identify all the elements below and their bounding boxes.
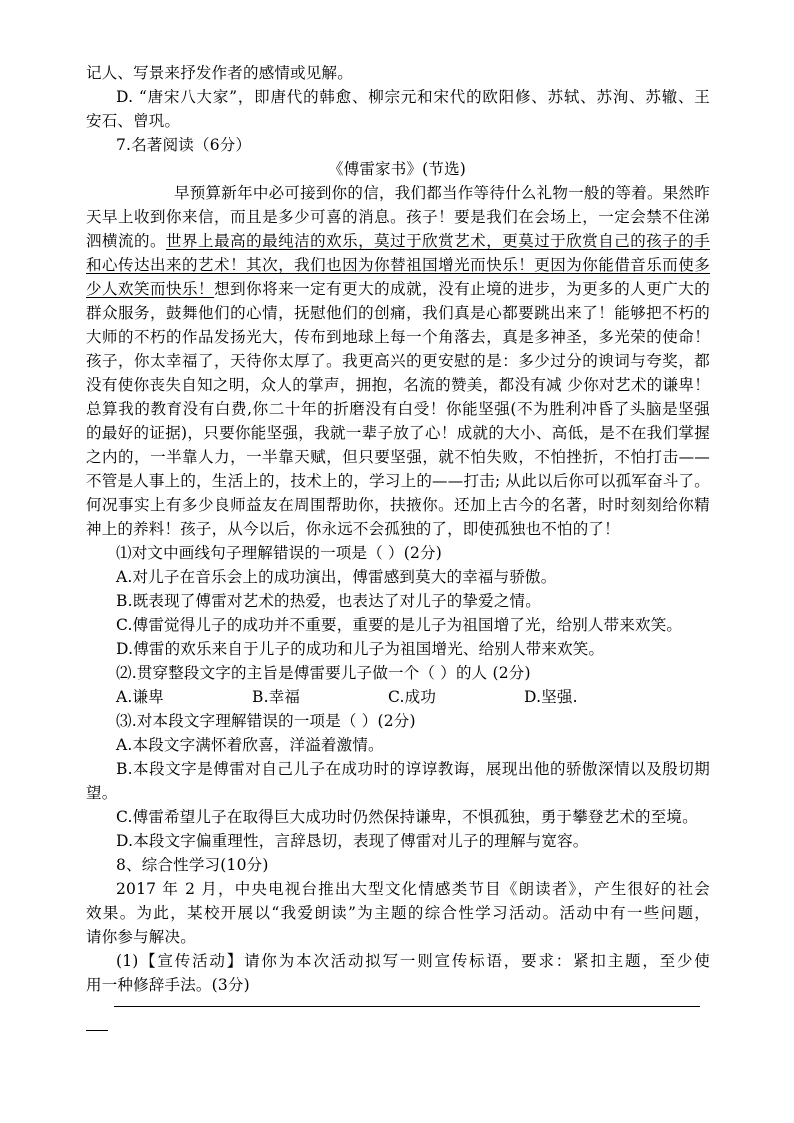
- answer-option: C.傅雷希望儿子在取得巨大成功时仍然保持谦卑，不惧孤独，勇于攀登艺术的至境。: [116, 808, 698, 826]
- passage-line: 群众服务，鼓舞他们的心情，抚慰他们的创痛，我们真是心都要跳出来了！能够把不朽的: [86, 304, 710, 322]
- answer-option: D.坚强.: [524, 688, 578, 706]
- sub-question-1-text: 用一种修辞手法。(3分): [86, 976, 250, 994]
- text-line: 安石、曾巩。: [86, 112, 181, 130]
- question-text: 2017 年 2 月，中央电视台推出大型文化情感类节目《朗读者》，产生很好的社会: [116, 880, 710, 898]
- passage-text: 泗横流的。: [86, 232, 167, 250]
- passage-line: [86, 229, 710, 253]
- answer-option: A.谦卑: [116, 688, 164, 706]
- answer-option: A.本段文字满怀着欣喜，洋溢着激情。: [116, 736, 384, 754]
- passage-line: 总算我的教育没有白费,你二十年的折磨没有白受！你能坚强(不为胜利冲昏了头脑是坚强: [86, 400, 710, 418]
- underlined-sentence: 少人欢笑而快乐！: [86, 280, 215, 298]
- passage-line: 天早上收到你来信，而且是多少可喜的消息。孩子！要是我们在会场上，一定会禁不住涕: [86, 208, 710, 226]
- answer-blank-line[interactable]: [86, 1030, 108, 1031]
- answer-option: B.本段文字是傅雷对自己儿子在成功时的谆谆教诲，展现出他的骄傲深情以及殷切期: [116, 760, 710, 778]
- passage-line: 不管是人事上的，生活上的，技术上的，学习上的——打击; 从此以后你可以孤军奋斗了。: [86, 472, 710, 490]
- passage-line: 早预算新年中必可接到你的信，我们都当作等待什么礼物一般的等着。果然昨: [174, 184, 710, 202]
- answer-option: B.幸福: [252, 688, 301, 706]
- passage-line: 何况事实上有多少良师益友在周围帮助你，扶掖你。还加上古今的名著，时时刻刻给你精: [86, 496, 710, 514]
- passage-line: 孩子，你太幸福了，天待你太厚了。我更高兴的更安慰的是：多少过分的谀词与夸奖，都: [86, 352, 710, 370]
- answer-option: D.傅雷的欢乐来自于儿子的成功和儿子为祖国增光、给别人带来欢笑。: [116, 640, 605, 658]
- passage-line: [86, 277, 710, 301]
- question-text: 效果。为此，某校开展以“我爱朗读”为主题的综合性学习活动。活动中有一些问题，: [86, 904, 710, 922]
- answer-option-continued: 望。: [86, 784, 118, 802]
- passage-line: 的最好的证据)，只要你能坚强，我就一辈子放了心！成就的大小、高低，是不在我们掌握: [86, 424, 710, 442]
- question-8-heading: 8、综合性学习(10分): [116, 856, 269, 874]
- passage-line: 神上的养料！孩子，从今以后，你永远不会孤独的了，即使孤独也不怕的了！: [86, 520, 620, 538]
- passage-line: 大师的不朽的作品发扬光大，传布到地球上每一个角落去，真是多神圣，多光荣的使命！: [86, 328, 710, 346]
- question-7-heading: 7.名著阅读（6分）: [116, 136, 252, 154]
- answer-option: B.既表现了傅雷对艺术的热爱，也表达了对儿子的挚爱之情。: [116, 592, 541, 610]
- answer-option: A.对儿子在音乐会上的成功演出，傅雷感到莫大的幸福与骄傲。: [116, 568, 557, 586]
- answer-blank-line[interactable]: [114, 1006, 700, 1007]
- question-text: 请你参与解决。: [86, 928, 196, 946]
- sub-question-1-text: (1)【宣传活动】请你为本次活动拟写一则宣传标语，要求：紧扣主题，至少使: [116, 952, 710, 970]
- answer-option: C.傅雷觉得儿子的成功并不重要，重要的是儿子为祖国增了光，给别人带来欢笑。: [116, 616, 683, 634]
- underlined-sentence: 和心传达出来的艺术！其次，我们也因为你替祖国增光而快乐！更因为你能借音乐而使多: [86, 256, 710, 274]
- sub-question-3: ⑶.对本段文字理解错误的一项是（ ）(2分): [116, 712, 416, 730]
- option-d-line: D. “唐宋八大家”，即唐代的韩愈、柳宗元和宋代的欧阳修、苏轼、苏洵、苏辙、王: [116, 88, 710, 106]
- passage-line: 没有使你丧失自知之明，众人的掌声，拥抱，名流的赞美，都没有减 少你对艺术的谦卑！: [86, 376, 710, 394]
- text-line: 记人、写景来抒发作者的感情或见解。: [86, 64, 353, 82]
- passage-title: 《傅雷家书》(节选): [327, 160, 467, 178]
- sub-question-2: ⑵.贯穿整段文字的主旨是傅雷要儿子做一个（ ）的人 (2分): [116, 664, 531, 682]
- sub-question-1: ⑴对文中画线句子理解错误的一项是（ ）(2分): [116, 544, 442, 562]
- answer-option: D.本段文字偏重理性，言辞恳切，表现了傅雷对儿子的理解与宽容。: [116, 832, 589, 850]
- passage-line: 之内的，一半靠人力，一半靠天赋，但只要坚强，就不怕失败，不怕挫折，不怕打击——: [86, 448, 710, 466]
- underlined-sentence: 世界上最高的最纯洁的欢乐，莫过于欣赏艺术，更莫过于欣赏自己的孩子的手: [166, 232, 710, 250]
- passage-text: 想到你将来一定有更大的成就，没有止境的进步，为更多的人更广大的: [214, 280, 710, 298]
- answer-option: C.成功: [388, 688, 437, 706]
